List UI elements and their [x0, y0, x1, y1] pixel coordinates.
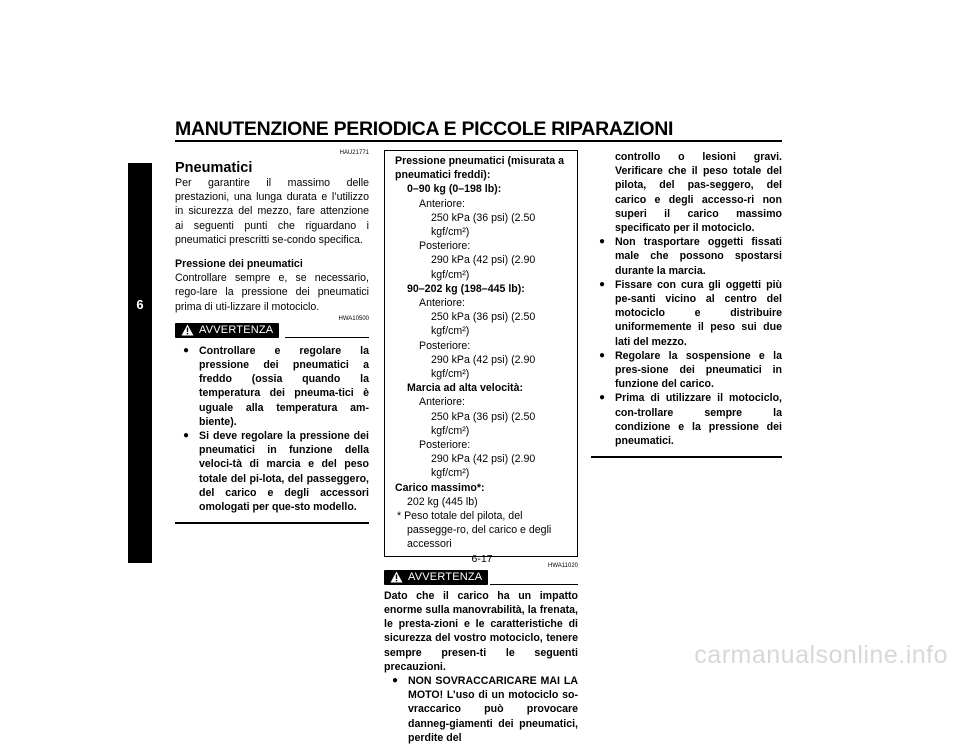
page-number: 6-17	[471, 553, 493, 565]
warning-header	[175, 322, 369, 342]
warning-end-rule	[175, 522, 369, 523]
spec-rear-label: Posteriore:	[419, 339, 471, 352]
warning-item: ● Prima di utilizzare il motociclo, con-trollare sempre la condizione e la pressione dei pneumatici.	[591, 391, 782, 448]
spec-rear-value: 290 kPa (42 psi) (2.90 kgf/cm²)	[431, 453, 536, 480]
warning-header	[384, 569, 578, 589]
title-rule	[175, 140, 782, 142]
chapter-tab-label: 6	[136, 297, 144, 312]
warning-code: HWA11020	[547, 562, 578, 569]
warning-item: ● Fissare con cura gli oggetti più pe-santi vicino al centro del motociclo e distribuire uniformemente il peso sui due lati del mezzo.	[591, 278, 782, 349]
spec-rear-label: Posteriore:	[419, 439, 471, 452]
warning-list	[384, 674, 578, 745]
warning-paragraph: Dato che il carico ha un impatto enorme sulla manovrabilità, la frenata, le presta-zioni e le caratteristiche di sicurezza del vostro motociclo, tenere sempre presen-ti le seguenti precauzioni.	[384, 589, 578, 673]
column-2	[384, 150, 578, 745]
warning-badge	[384, 570, 488, 585]
warning-item: ● Si deve regolare la pressione dei pneumatici in funzione della veloci-tà di marcia e del peso totale del pi-lota, del passeggero, del carico e degli accessori omologati per que-sto modello.	[175, 429, 369, 514]
spec-rear-value: 290 kPa (42 psi) (2.90 kgf/cm²)	[431, 254, 536, 281]
spec-front-label: Anteriore:	[419, 396, 465, 409]
warning-label: AVVERTENZA	[199, 323, 274, 336]
pressure-heading: Pressione dei pneumatici	[175, 258, 303, 271]
spec-load-range: Marcia ad alta velocità:	[407, 382, 523, 395]
page-title: MANUTENZIONE PERIODICA E PICCOLE RIPARAZIONI	[175, 118, 674, 140]
warning-rule	[490, 584, 578, 585]
watermark: carmanualsonline.info	[694, 641, 948, 669]
spec-rear-value: 290 kPa (42 psi) (2.90 kgf/cm²)	[431, 353, 536, 381]
spec-front-value: 250 kPa (36 psi) (2.50 kgf/cm²)	[431, 311, 536, 338]
warning-list	[175, 344, 369, 514]
warning-item: ● Controllare e regolare la pressione dei pneumatici a freddo (ossia quando la temperatura dei pneuma-tici è uguale alla temperatura am-biente).	[175, 344, 369, 429]
spec-load-range: 90–202 kg (198–445 lb):	[407, 282, 525, 295]
warning-item: ● NON SOVRACCARICARE MAI LA MOTO! L’uso di un motociclo so-vraccarico può provocare danneg-giamenti dei pneumatici, perdite del	[384, 674, 578, 745]
spec-front-value: 250 kPa (36 psi) (2.50 kgf/cm²)	[431, 410, 536, 437]
warning-code: HWA10500	[338, 315, 369, 322]
spec-load-range: 0–90 kg (0–198 lb):	[407, 183, 502, 196]
warning-triangle-icon	[181, 324, 194, 336]
continued-warning-text: controllo o lesioni gravi. Verificare che il peso totale del pilota, del pas-seggero, del carico e degli accesso-ri non superi il carico massimo specificato per il motociclo.	[615, 151, 782, 235]
spec-rear-label: Posteriore:	[419, 240, 471, 253]
warning-end-rule	[591, 456, 782, 457]
warning-triangle-icon	[390, 571, 403, 583]
warning-list	[591, 235, 782, 448]
pressure-paragraph: Controllare sempre e, se necessario, rego-lare la pressione dei pneumatici prima di uti-lizzare il motociclo.	[175, 272, 369, 313]
intro-paragraph: Per garantire il massimo delle prestazioni, una lunga durata e l’utilizzo in sicurezza del mezzo, fare attenzione ai seguenti punti che riguardano i pneumatici prescritti se-condo specifica.	[175, 177, 369, 246]
warning-rule	[285, 337, 369, 338]
spec-title: Pressione pneumatici (misurata a pneumatici freddi):	[395, 155, 564, 182]
column-1	[175, 150, 369, 524]
section-code: HAU21771	[339, 150, 369, 156]
spec-max-load-label: Carico massimo*:	[395, 481, 485, 494]
tire-pressure-spec-box	[384, 150, 578, 557]
warning-item: ● Regolare la sospensione e la pres-sione dei pneumatici in funzione del carico.	[591, 349, 782, 392]
warning-item: ● Non trasportare oggetti fissati male che possono spostarsi durante la marcia.	[591, 235, 782, 278]
spec-front-label: Anteriore:	[419, 197, 465, 210]
section-heading: Pneumatici	[175, 160, 253, 176]
column-3	[591, 150, 782, 458]
warning-badge	[175, 323, 279, 338]
spec-front-label: Anteriore:	[419, 297, 465, 310]
warning-label: AVVERTENZA	[408, 570, 483, 583]
chapter-tab	[128, 163, 152, 563]
spec-front-value: 250 kPa (36 psi) (2.50 kgf/cm²)	[431, 211, 536, 239]
spec-footnote: * Peso totale del pilota, del passegge-ro, del carico e degli accessori	[397, 510, 552, 551]
spec-max-load-value: 202 kg (445 lb)	[407, 495, 478, 508]
